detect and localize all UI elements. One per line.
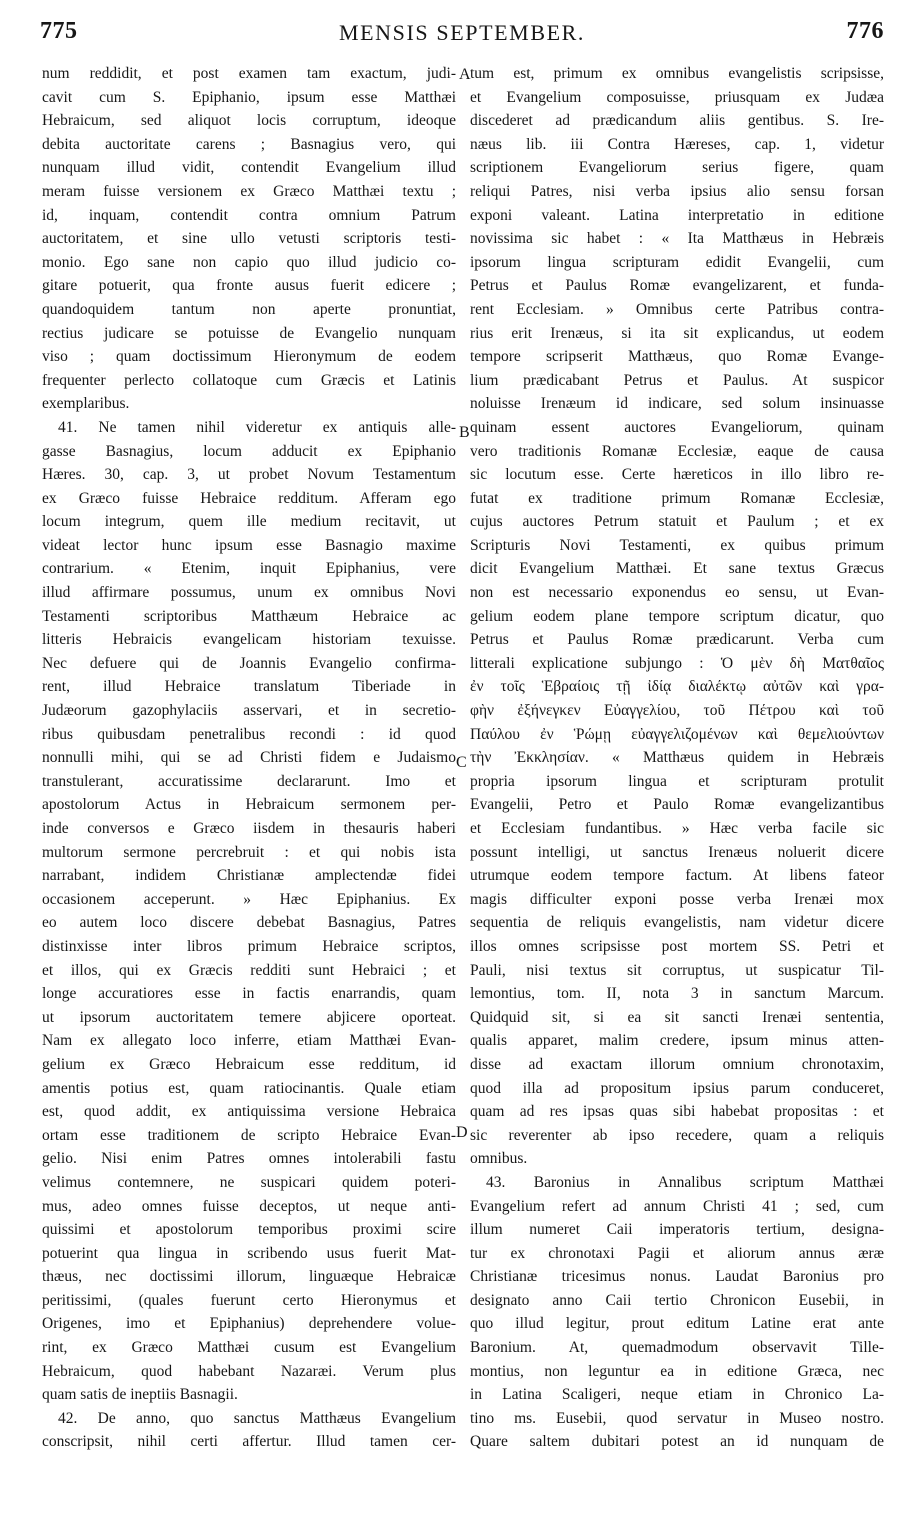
text-line: Judæorum gazophylaciis asservari, et in secretio-: [42, 702, 456, 720]
text-line: vero traditionis Romanæ Ecclesiæ, eaque de causa: [470, 442, 884, 460]
text-line: quam satis de ineptiis Basnagii.: [42, 1386, 238, 1404]
text-line: futat ex traditione primum Romanæ Ecclesiæ,: [470, 489, 884, 507]
text-line: tum est, primum ex omnibus evangelistis scripsisse,: [470, 65, 884, 82]
text-line: videat lector hunc ipsum esse Basnagio maxime: [42, 536, 456, 554]
text-line: montius, non leguntur ea in editione Græca, nec: [470, 1362, 884, 1380]
text-line: exemplaribus.: [42, 395, 130, 413]
text-line: litteris Hebraicis evangelicam historiam texuisse.: [42, 631, 456, 649]
text-line: ribus quibusdam penetralibus recondi : id quod: [42, 725, 456, 743]
left-text-column: [42, 62, 456, 1454]
text-line: illum numeret Caii imperatoris tertium, designa-: [470, 1221, 884, 1239]
text-line: monio. Ego sane non capio quo illud judicio co-: [42, 253, 456, 271]
text-line: næus lib. iii Contra Hæreses, cap. 1, videtur: [470, 135, 884, 153]
text-line: propria ipsorum lingua et scripturam protulit: [470, 772, 884, 790]
text-line: nunquam illud vidit, contendit Evangelium illud: [42, 159, 456, 177]
text-line: rint, ex Græco Matthæi cusum est Evangelium: [42, 1339, 456, 1357]
text-line: ex Græco fuisse Hebraice redditum. Afferam ego: [42, 489, 456, 507]
text-line: id, inquam, contendit contra omnium Patrum: [42, 206, 456, 224]
text-line: ut ipsorum auctoritatem temere abjicere oporteat.: [42, 1008, 456, 1026]
text-line: et illos, qui ex Græcis redditi sunt Hebraici ; et: [42, 961, 456, 979]
text-line: viso ; quam doctissimum Hieronymum de eodem: [42, 348, 456, 366]
text-line: lium prædicabant Petrus et Paulus. At suspicor: [470, 371, 884, 389]
margin-marker-a: A: [459, 66, 471, 83]
text-line: locum integrum, quem ille medium recitavit, ut: [42, 513, 456, 531]
page-header: [40, 18, 884, 52]
text-line: et Ecclesiam fundantibus. » Hæc verba facile sic: [470, 820, 884, 837]
text-line: illos omnes scripsisse post mortem SS. Petri et: [470, 937, 884, 955]
text-line: gelium eodem plane tempore scriptum dicatur, quo: [470, 607, 884, 625]
text-line: omnibus.: [470, 1150, 528, 1168]
text-line: gitare potuerit, qua fronte ausus fuerit edicere ;: [42, 277, 456, 295]
text-line: Scripturis Novi Testamenti, ex quibus primum: [470, 536, 884, 554]
text-line: rent, illud Hebraice translatum Tiberiade in: [42, 678, 456, 696]
text-line: exponi valeant. Latina interpretatio in editione: [470, 206, 884, 224]
text-line: nonnulli mihi, qui se ad Christi fidem e Judaismo: [42, 749, 456, 767]
text-line: Petrus et Paulus Romæ evangelizarent, et funda-: [470, 277, 884, 295]
text-line: φὴν ἐξήνεγκεν Εὐαγγελίου, τοῦ Πέτρου καὶ τοῦ: [470, 702, 884, 720]
text-line: meram fuisse versionem ex Græco Matthæi textu ;: [42, 182, 456, 200]
text-line: tino ms. Eusebii, quod servatur in Museo nostro.: [470, 1409, 884, 1427]
text-line: transtulerant, accuratissime declararunt. Imo et: [42, 772, 456, 790]
text-line: auctoritatem, et sine ullo vetusti scriptoris testi-: [42, 230, 456, 248]
text-line: Evangelii, Petro et Paulo Romæ evangelizantibus: [470, 796, 884, 814]
text-line: conscripsit, nihil certi affertur. Illud tamen cer-: [42, 1433, 456, 1451]
text-line: potuerint qua lingua in scribendo usus fuerit Mat-: [42, 1244, 456, 1262]
text-line: Baronium. At, quemadmodum observavit Tille-: [470, 1339, 884, 1357]
text-line: est, quod addit, ex antiquissima versione Hebraica: [42, 1103, 456, 1121]
text-line: peritissimi, (quales fuerunt certo Hieronymus et: [42, 1291, 456, 1309]
text-line: τὴν Ἐκκλησίαν. « Matthæus quidem in Hebræis: [470, 749, 884, 767]
text-line: ipsorum lingua scripturam edidit Evangelii, cum: [470, 253, 884, 271]
text-line: quandoquidem tantum non aperte pronuntiat,: [42, 300, 456, 318]
text-line: qualis apparet, malim credere, ipsum minus atten-: [470, 1032, 884, 1050]
text-line: longe accuratiores esse in factis enarrandis, quam: [42, 985, 456, 1003]
text-line: multorum sermone percrebruit : et qui nobis ista: [42, 843, 456, 861]
text-line: designato anno Caii tertio Chronicon Eusebii, in: [470, 1291, 884, 1309]
text-line: cavit cum S. Epiphanio, ipsum esse Matthæi: [42, 88, 456, 106]
text-line: thæus, nec doctissimi illorum, linguæque Hebraicæ: [42, 1268, 456, 1286]
text-line: amentis potius est, quam ratiocinantis. Quale etiam: [42, 1079, 456, 1097]
text-line: lemontius, tom. II, nota 3 in sanctum Marcum.: [470, 985, 884, 1003]
text-line: Nec defuere qui de Joannis Evangelio confirma-: [42, 654, 456, 672]
margin-marker-d: D: [456, 1124, 468, 1141]
text-line: illud affirmare possumus, unum ex omnibus Novi: [42, 584, 456, 602]
text-line: Christianæ tricesimus nonus. Laudat Baronius pro: [470, 1268, 884, 1286]
right-text-column: [470, 62, 884, 1454]
page-number-left: 775: [40, 18, 78, 44]
text-line: Nam ex allegato loco inferre, etiam Matthæi Evan-: [42, 1032, 456, 1050]
text-line: apostolorum Actus in Hebraicum sermonem per-: [42, 796, 456, 814]
text-line: Evangelium refert ad annum Christi 41 ; sed, cum: [470, 1197, 884, 1215]
text-line: sic reverenter ab ipso recedere, quam a reliquis: [470, 1126, 884, 1144]
text-line: rius erit Irenæus, si ita sit explicandus, ut eodem: [470, 324, 884, 342]
text-line: gelio. Nisi enim Patres omnes intolerabili fastu: [42, 1150, 456, 1168]
text-line: et Evangelium composuisse, priusquam ex Judæa: [470, 88, 884, 106]
text-line: occasionem acceperunt. » Hæc Epiphanius. Ex: [42, 890, 456, 908]
text-line: tur ex chronotaxi Pagii et aliorum annus æræ: [470, 1244, 884, 1262]
text-line: distinxisse inter libros primum Hebraice scriptos,: [42, 937, 456, 955]
text-line: Quare saltem dubitari potest an id nunquam de: [470, 1433, 884, 1451]
text-line: cujus auctores Petrum statuit et Paulum ; et ex: [470, 513, 884, 531]
text-line: gasse Basnagius, locum adducit ex Epiphanio: [42, 442, 456, 460]
text-line: 43. Baronius in Annalibus scriptum Matthæi: [486, 1173, 884, 1191]
text-line: 42. De anno, quo sanctus Matthæus Evangelium: [58, 1409, 456, 1427]
text-line: rectius judicare se potuisse de Evangelio nunquam: [42, 324, 456, 342]
running-title: MENSIS SEPTEMBER.: [338, 20, 586, 45]
text-line: litterali explicatione subjungo : Ὁ μὲν δὴ Ματθαῖος: [470, 654, 884, 672]
text-line: in Latina Scaligeri, neque etiam in Chronico La-: [470, 1386, 884, 1404]
text-line: num reddidit, et post examen tam exactum, judi-: [42, 65, 456, 82]
text-line: Hebraicum, sed aliquot locis corruptum, ideoque: [42, 112, 456, 130]
text-line: possunt intelligi, ut sanctus Irenæus noluerit dicere: [470, 843, 884, 861]
text-line: debita auctoritate carens ; Basnagius vero, qui: [42, 135, 456, 153]
margin-marker-c: C: [456, 754, 467, 771]
text-line: rent Ecclesiam. » Omnibus certe Patribus contra-: [470, 300, 884, 318]
text-line: reliqui Patres, nisi verba ipsius alio sensu forsan: [470, 182, 884, 200]
text-line: sic locutum esse. Certe hæreticos in illo libro re-: [470, 466, 884, 484]
text-line: frequenter perlecto collatoque cum Græcis et Latinis: [42, 371, 456, 389]
text-line: scriptionem Evangeliorum serius figere, quam: [470, 159, 884, 177]
text-line: novissima sic habet : « Ita Matthæus in Hebræis: [470, 230, 884, 248]
text-line: ἐν τοῖς Ἑβραίοις τῇ ἰδίᾳ διαλέκτῳ αὐτῶν καὶ γρα-: [470, 678, 884, 696]
text-line: sequentia de reliquis evangelistis, nam videtur dicere: [470, 914, 884, 932]
text-line: 41. Ne tamen nihil videretur ex antiquis alle-: [58, 418, 456, 436]
text-line: eo autem loco discere debebat Basnagius, Patres: [42, 914, 456, 932]
text-line: Petrus et Paulus Romæ prædicarunt. Verba cum: [470, 631, 884, 649]
text-line: noluisse Irenæum id indicare, sed solum insinuasse: [470, 395, 884, 413]
margin-marker-b: B: [459, 424, 470, 441]
text-line: inde conversos e Græco iisdem in thesauris haberi: [42, 820, 456, 837]
text-line: mus, adeo omnes fuisse deceptos, ut neque anti-: [42, 1197, 456, 1215]
text-line: Παύλου ἐν Ῥώμῃ εὐαγγελιζομένων καὶ θεμελιούντων: [470, 725, 884, 743]
text-line: quam ad res ipsas quas sibi habebat propositas : et: [470, 1103, 884, 1121]
text-line: gelium ex Græco Hebraicum esse redditum, id: [42, 1055, 456, 1073]
text-line: Testamenti scriptoribus Matthæum Hebraice ac: [42, 607, 456, 625]
text-line: quissimi et apostolorum temporibus proximi scire: [42, 1221, 456, 1239]
text-line: Hebraicum, quod habebant Nazaræi. Verum plus: [42, 1362, 456, 1380]
page-number-right: 776: [846, 18, 884, 44]
text-line: disse ad exactam illorum omnium chronotaxim,: [470, 1055, 884, 1073]
text-line: quo illud legitur, prout editum Latine erat ante: [470, 1315, 884, 1333]
text-line: contrarium. « Etenim, inquit Epiphanius, vere: [42, 560, 456, 578]
text-line: non est necessario exponendus eo sensu, ut Evan-: [470, 584, 884, 602]
text-line: ortam esse traditionem de scripto Hebraice Evan-: [42, 1126, 456, 1144]
text-line: quod illa ad propositum ipsius parum conduceret,: [470, 1079, 884, 1097]
text-line: dicit Evangelium Matthæi. Et sane textus Græcus: [470, 560, 884, 578]
text-line: Pauli, nisi textus sit corruptus, ut suspicatur Til-: [470, 961, 884, 979]
text-line: Origenes, imo et Epiphanius) deprehendere volue-: [42, 1315, 456, 1333]
text-line: Hæres. 30, cap. 3, ut probet Novum Testamentum: [42, 466, 456, 484]
text-line: discederet ad prædicandum aliis gentibus. S. Ire-: [470, 112, 884, 130]
text-line: Quidquid sit, si ea sit sancti Irenæi sententia,: [470, 1008, 884, 1026]
text-line: narrabant, indidem Christianæ amplectendæ fidei: [42, 867, 456, 885]
text-line: magis difficulter exponi posse verba Irenæi mox: [470, 890, 884, 908]
text-line: tempore scripserit Matthæus, quo Romæ Evange-: [470, 348, 884, 366]
text-line: utrumque eodem tempore factum. At libens fateor: [470, 867, 884, 885]
text-line: velimus contemnere, ne suspicari quidem poteri-: [42, 1173, 456, 1191]
text-line: quinam essent auctores Evangeliorum, quinam: [470, 418, 884, 436]
